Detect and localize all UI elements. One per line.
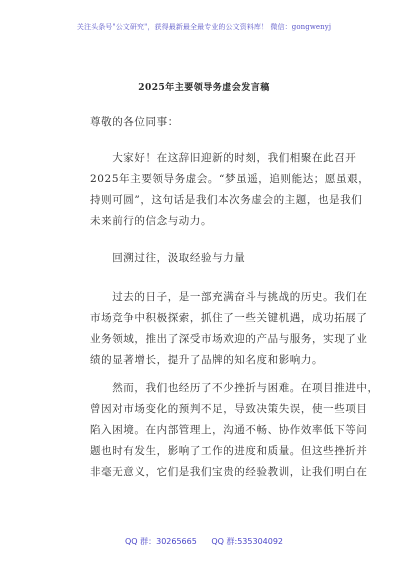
section-heading-line: 回溯过往，汲取经验与力量 [90,252,246,264]
salutation [90,112,336,133]
header-promo-note: 关注头条号"公文研究"，获得最新最全最专业的公文资料库！ 微信：gongwenyj [76,23,332,31]
paragraph-line: 陷入困境。在内部管理上，沟通不畅、协作效率低下等问 [90,424,368,436]
paragraph-line: 曾因对市场变化的预判不足，导致决策失误，使一些项目 [90,403,368,415]
paragraph-line: 持则可圆”，这句话是我们本次务虚会的主题，也是我们 [90,194,363,206]
paragraph-line: 市场竞争中积极探索，抓住了一些关键机遇，成功拓展了 [90,312,368,324]
salutation-line: 尊敬的各位同事： [90,116,179,128]
paragraph-line: 然而，我们也经历了不少挫折与困难。在项目推进中， [90,382,379,394]
paragraph-setbacks [90,378,379,483]
paragraph-line: 题也时有发生，影响了工作的进度和质量。但这些挫折并 [90,445,368,457]
paragraph-line: 非毫无意义，它们是我们宝贵的经验教训，让我们明白在 [90,466,368,478]
paragraph-achievements [90,287,368,371]
paragraph-line: 未来前行的信念与动力。 [90,215,213,227]
footer-qq-group-2: QQ 群:535304092 [211,537,284,546]
section-heading-review [90,248,336,269]
paragraph-line: 大家好！在这辞旧迎新的时刻，我们相聚在此召开 [90,152,357,164]
footer-contact [0,536,408,547]
paragraph-line: 过去的日子，是一部充满奋斗与挑战的历史。我们在 [90,291,368,303]
paragraph-opening [90,148,370,232]
document-title: 2025年主要领导务虚会发言稿 [138,83,270,93]
footer-qq-group-1: QQ 群：30265665 [124,537,197,546]
paragraph-line: 绩的显著增长，提升了品牌的知名度和影响力。 [90,354,324,366]
paragraph-line: 2025年主要领导务虚会。“梦虽遥，追则能达；愿虽艰， [90,173,370,185]
paragraph-line: 业务领域，推出了深受市场欢迎的产品与服务，实现了业 [90,333,368,345]
